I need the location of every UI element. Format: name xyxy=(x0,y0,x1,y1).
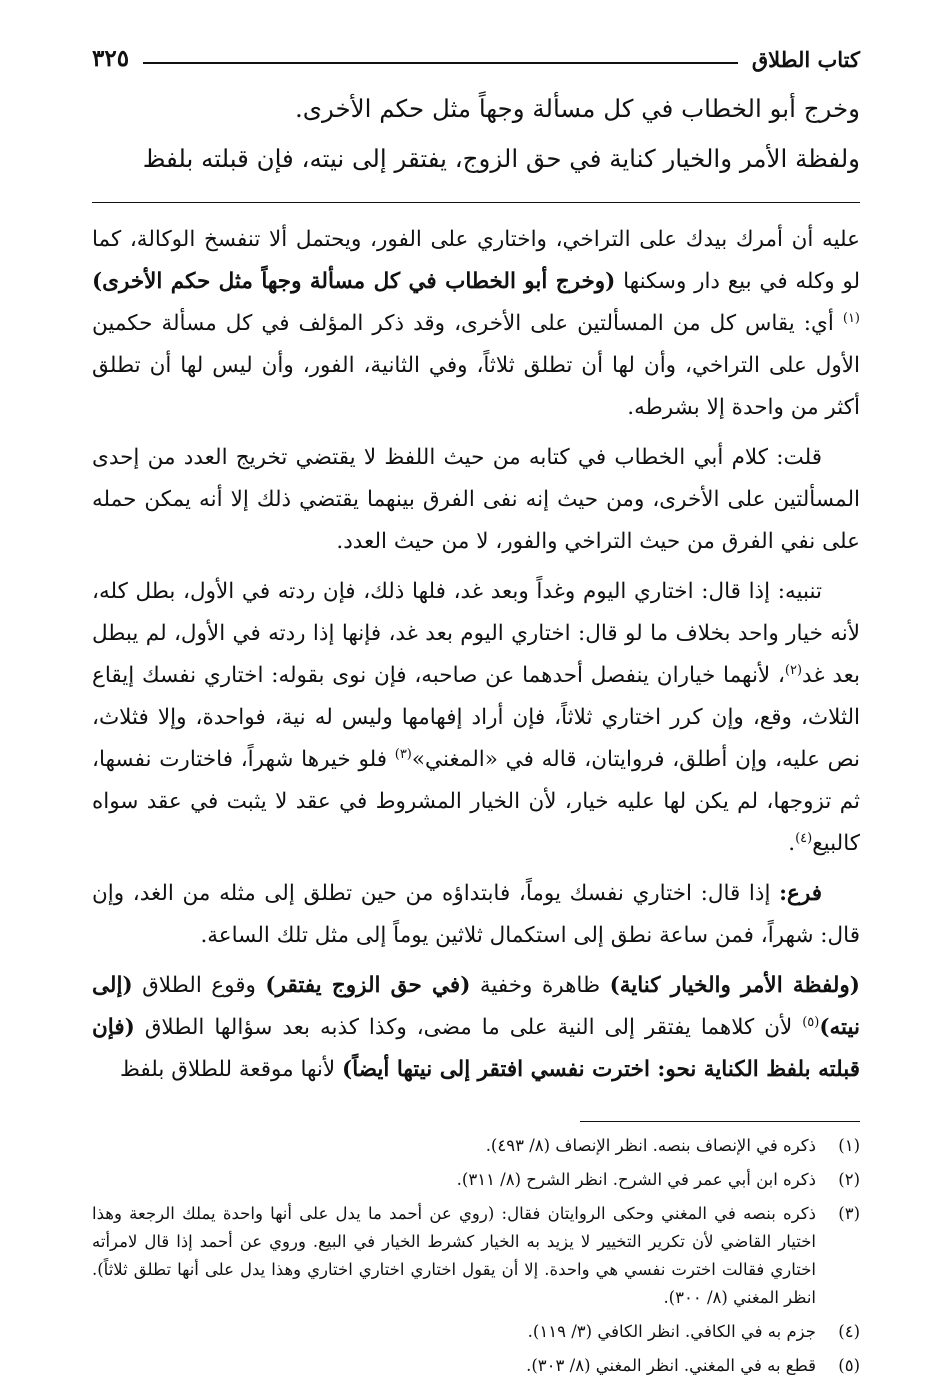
page-number: ٣٢٥ xyxy=(92,45,130,72)
footnote-number: (١) xyxy=(838,1136,860,1155)
commentary-paragraph xyxy=(92,965,860,1091)
commentary-paragraph xyxy=(92,571,860,865)
matn-line: وخرج أبو الخطاب في كل مسألة وجهاً مثل حكم الأخرى. xyxy=(295,94,860,123)
footnote-divider xyxy=(580,1121,860,1122)
commentary-text: إذا قال: اختاري نفسك يوماً، فابتداؤه من حين تطلق إلى مثله من الغد، وإن قال: شهراً، فمن ساعة نطق إلى استكمال ثلاثين يوماً إلى مثل تلك الساعة. xyxy=(92,881,860,948)
footnote-text: قطع به في المغني. انظر المغني (٨/ ٣٠٣). xyxy=(526,1356,816,1375)
footnotes xyxy=(92,1132,860,1380)
footnote-ref: (٣) xyxy=(394,746,412,762)
footnote-number: (٢) xyxy=(838,1170,860,1189)
commentary-paragraph xyxy=(92,873,860,957)
commentary-text: تنبيه: إذا قال: اختاري اليوم وغداً وبعد غد، فلها ذلك، فإن ردته في الأول، بطل كله، لأنه خيار واحد بخلاف ما لو قال: اختاري اليوم بعد غد، فإنها إذا ردته في الأول، لم يبطل بعد غد xyxy=(92,579,860,688)
footnote-number: (٥) xyxy=(838,1356,860,1375)
footnote-text: ذكره ابن أبي عمر في الشرح. انظر الشرح (٨/ ٣١١). xyxy=(456,1170,816,1189)
section-divider xyxy=(92,202,860,203)
book-title: كتاب الطلاق xyxy=(751,47,860,72)
quoted-matn: (إلى نيته) xyxy=(92,973,860,1040)
commentary-paragraph xyxy=(92,219,860,429)
footnote-text: ذكره بنصه في المغني وحكى الروايتان فقال: (روي عن أحمد ما يدل على أنها واحدة يملك الرجعة وهذا اختيار القاضي لأن تكرير التخيير لا يزيد به الخيار كشرط الخيار في البيع. وروي عن أحمد إذا قال لامرأته اختاري فقالت اخترت نفسي هي واحدة. إلا أن يقول اختاري اختاري اختاري وهذا يدل على أنها تطلق ثلاثاً). انظر المغني (٨/ ٣٠٠). xyxy=(92,1204,816,1307)
header-rule xyxy=(143,62,738,64)
commentary-text: لأن كلاهما يفتقر إلى النية على ما مضى، وكذا كذبه بعد سؤالها الطلاق xyxy=(134,1015,803,1040)
footnote-number: (٤) xyxy=(838,1322,860,1341)
commentary-text: ، لأنهما خياران ينفصل أحدهما عن صاحبه، فإن نوى بقوله: اختاري نفسك إيقاع الثلاث، وقع، وإن كرر اختاري ثلاثاً، فإن أراد إفهامها وليس له نية، فواحدة، وإلا فثلاث، نص عليه، وإن أطلق، فروايتان، قاله في «المغني» xyxy=(92,663,860,772)
matn-line: ولفظة الأمر والخيار كناية في حق الزوج، يفتقر إلى نيته، فإن قبلته بلفظ xyxy=(142,144,860,173)
footnote-number: (٣) xyxy=(838,1204,860,1223)
quoted-matn: (فإن قبلته بلفظ الكناية نحو: اخترت نفسي افتقر إلى نيتها أيضاً) xyxy=(92,1015,860,1082)
commentary-text: وقوع الطلاق xyxy=(132,973,266,998)
commentary-text: لأنها موقعة للطلاق بلفظ xyxy=(119,1057,343,1082)
quoted-matn: (في حق الزوج يفتقر) xyxy=(265,973,471,998)
branch-label: فرع: xyxy=(779,881,822,906)
page-header xyxy=(92,28,860,72)
footnote-ref: (٤) xyxy=(795,830,813,846)
footnote-text: ذكره في الإنصاف بنصه. انظر الإنصاف (٨/ ٤٩٣). xyxy=(485,1136,816,1155)
footnote-ref: (٢) xyxy=(784,662,803,678)
commentary-text: عليه أن أمرك بيدك على التراخي، واختاري على الفور، ويحتمل ألا تنفسخ الوكالة، كما لو وكله في بيع دار وسكنها xyxy=(92,227,861,294)
quoted-matn: (وخرج أبو الخطاب في كل مسألة وجهاً مثل حكم الأخرى) xyxy=(92,269,616,294)
matn-text xyxy=(92,84,860,184)
commentary-paragraph: قلت: كلام أبي الخطاب في كتابه من حيث اللفظ لا يقتضي تخريج العدد من إحدى المسألتين على الأخرى، ومن حيث إنه نفى الفرق بينهما يقتضي ذلك إلا أنه يمكن حمله على نفي الفرق من حيث التراخي والفور، لا من حيث العدد. xyxy=(92,445,860,554)
footnote xyxy=(92,1352,860,1380)
footnote xyxy=(92,1132,860,1160)
footnote-ref: (١) xyxy=(842,310,860,326)
commentary-text: أي: يقاس كل من المسألتين على الأخرى، وقد ذكر المؤلف في كل مسألة حكمين الأول على التراخي، وأن لها أن تطلق ثلاثاً، وفي الثانية، الفور، وأن ليس لها أن تطلق أكثر من واحدة إلا بشرطه. xyxy=(92,311,860,420)
footnote-text: جزم به في الكافي. انظر الكافي (٣/ ١١٩). xyxy=(527,1322,816,1341)
commentary xyxy=(92,219,860,1091)
footnote-ref: (٥) xyxy=(802,1014,820,1030)
commentary-text: ظاهرة وخفية xyxy=(470,973,610,998)
commentary-text: فلو خيرها شهراً، فاختارت نفسها، ثم تزوجها، لم يكن لها عليه خيار، لأن الخيار المشروط في عقد لا يثبت في عقد سواه كالبيع xyxy=(92,747,860,856)
footnote xyxy=(92,1318,860,1346)
footnote xyxy=(92,1200,860,1312)
footnote xyxy=(92,1166,860,1194)
commentary-text: . xyxy=(788,831,796,856)
quoted-matn: (ولفظة الأمر والخيار كناية) xyxy=(609,973,860,998)
